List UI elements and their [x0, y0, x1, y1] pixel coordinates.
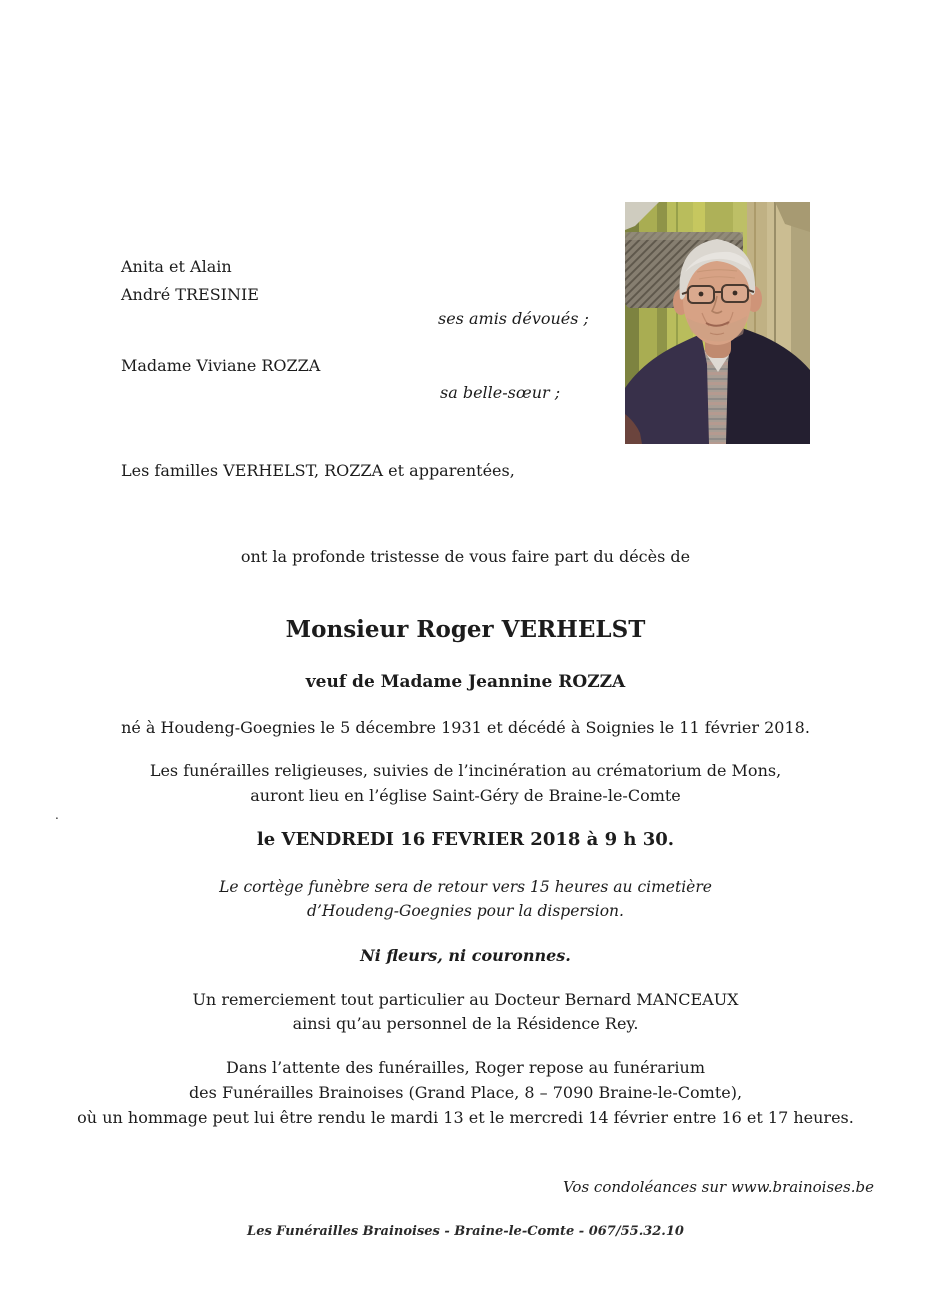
deceased-subtitle: veuf de Madame Jeannine ROZZA: [305, 672, 626, 692]
thanks-line: Un remerciement tout particulier au Docteur Bernard MANCEAUX: [192, 990, 739, 1009]
birth-death-line: né à Houdeng-Goegnies le 5 décembre 1931 et décédé à Soignies le 11 février 2018.: [121, 718, 810, 737]
deceased-name: Monsieur Roger VERHELST: [285, 616, 646, 643]
mourner-name-line: Anita et Alain: [121, 257, 232, 276]
repose-line: Dans l’attente des funérailles, Roger repose au funérarium: [226, 1058, 705, 1077]
mourner-relation: sa belle-sœur ;: [440, 383, 561, 402]
funeral-line: Les funérailles religieuses, suivies de l’incinération au crématorium de Mons,: [149, 761, 782, 780]
portrait-photo-illustration: [625, 202, 810, 444]
repose-line: des Funérailles Brainoises (Grand Place, 8 – 7090 Braine-le-Comte),: [188, 1083, 743, 1102]
stray-mark: .: [55, 808, 59, 822]
thanks-line: ainsi qu’au personnel de la Résidence Rey.: [292, 1014, 639, 1033]
funeral-line: auront lieu en l’église Saint-Géry de Braine-le-Comte: [250, 786, 681, 805]
flowers-line: Ni fleurs, ni couronnes.: [360, 946, 571, 965]
cortege-line: d’Houdeng-Goegnies pour la dispersion.: [307, 902, 624, 920]
families-line: Les familles VERHELST, ROZZA et apparentées,: [121, 461, 515, 480]
mourner-name-line: André TRESINIE: [121, 285, 259, 304]
intro-line: ont la profonde tristesse de vous faire part du décès de: [240, 547, 691, 566]
repose-line: où un hommage peut lui être rendu le mardi 13 et le mercredi 14 février entre 16 et 17 heures.: [77, 1108, 854, 1127]
mourner-name-line: Madame Viviane ROZZA: [121, 356, 321, 375]
mourner-relation: ses amis dévoués ;: [438, 309, 589, 328]
cortege-line: Le cortège funèbre sera de retour vers 15 heures au cimetière: [219, 878, 712, 896]
portrait-photo: [625, 202, 810, 444]
condolences-line: Vos condoléances sur www.brainoises.be: [562, 1178, 874, 1196]
footer-line: Les Funérailles Brainoises - Braine-le-Comte - 067/55.32.10: [247, 1224, 684, 1239]
funeral-date-line: le VENDREDI 16 FEVRIER 2018 à 9 h 30.: [256, 829, 675, 850]
